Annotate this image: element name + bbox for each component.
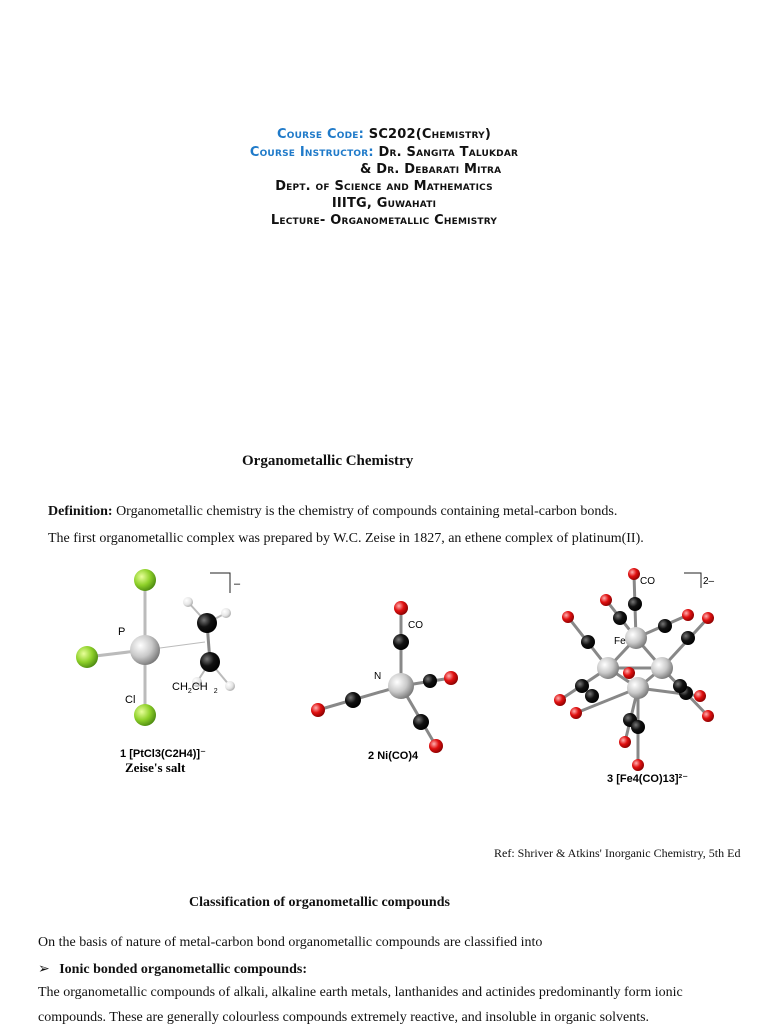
charge-3: 2–	[703, 576, 715, 587]
institute-line: IIITG, Guwahati	[331, 196, 437, 211]
iron-carbonyl-cluster-structure	[554, 568, 715, 785]
label-n: N	[374, 671, 382, 682]
caption-1: 1 [PtCl3(C2H4)]⁻	[120, 748, 206, 760]
course-code-label: Course Code:	[277, 127, 365, 142]
classification-intro: On the basis of nature of metal-carbon bond organometallic compounds are classified into	[38, 935, 543, 950]
caption-3: 3 [Fe4(CO)13]²⁻	[607, 773, 688, 785]
label-co-3: CO	[640, 576, 655, 587]
bullet-arrow-icon: ➢	[38, 962, 50, 977]
hydrogen-atom	[225, 681, 235, 691]
instructor-second: & Dr. Debarati Mitra	[360, 162, 502, 177]
instructor-value: Dr. Sangita Talukdar	[378, 145, 519, 160]
chlorine-atom	[134, 704, 156, 726]
iron-atom	[651, 657, 673, 679]
hydrogen-atom	[183, 597, 193, 607]
platinum-atom	[130, 635, 160, 665]
instructor-label: Course Instructor:	[249, 145, 374, 160]
zeise-salt-structure	[76, 569, 241, 760]
course-code-value: SC202(Chemistry)	[368, 127, 491, 142]
iron-atom	[625, 627, 647, 649]
first-complex-line: The first organometallic complex was prepared by W.C. Zeise in 1827, an ethene complex of platinum(II).	[48, 531, 644, 546]
lecture-line: Lecture- Organometallic Chemistry	[270, 213, 498, 228]
label-fe: Fe	[614, 636, 626, 647]
paragraph-line-1: The organometallic compounds of alkali, alkaline earth metals, lanthanides and actinides predominantly form ionic	[38, 985, 683, 1000]
reference-note: Ref: Shriver & Atkins' Inorganic Chemistry, 5th Ed	[494, 846, 741, 860]
nickel-atom	[388, 673, 414, 699]
iron-atom	[627, 677, 649, 699]
zeise-salt-name: Zeise's salt	[125, 760, 186, 775]
carbon-atom	[197, 613, 217, 633]
instructor-line	[0, 145, 768, 160]
paragraph-line-2: compounds. These are generally colourless compounds extremely reactive, and insoluble in organic solvents.	[38, 1010, 650, 1025]
label-co-2: CO	[408, 620, 423, 631]
classification-title: Classification of organometallic compounds	[189, 895, 450, 910]
definition-label: Definition:	[48, 504, 113, 519]
molecule-figure	[0, 560, 768, 800]
carbon-atom	[200, 652, 220, 672]
bullet-ionic	[38, 961, 307, 978]
definition-line	[48, 504, 617, 520]
section-title: Organometallic Chemistry	[242, 453, 414, 469]
hydrogen-atom	[221, 608, 231, 618]
nickel-carbonyl-structure	[311, 601, 458, 762]
chlorine-atom	[134, 569, 156, 591]
chlorine-atom	[76, 646, 98, 668]
label-p: P	[118, 626, 126, 638]
iron-atom	[597, 657, 619, 679]
bullet-ionic-text: Ionic bonded organometallic compounds:	[59, 962, 307, 977]
charge-1: –	[234, 578, 241, 590]
course-code-line	[0, 127, 768, 142]
dept-line: Dept. of Science and Mathematics	[275, 179, 493, 194]
label-cl: Cl	[125, 694, 136, 706]
label-ch2: $CH_2CH$ $_2$	[172, 681, 218, 695]
definition-text: Organometallic chemistry is the chemistry of compounds containing metal-carbon bonds.	[116, 504, 618, 519]
caption-2: 2 Ni(CO)4	[368, 750, 419, 762]
